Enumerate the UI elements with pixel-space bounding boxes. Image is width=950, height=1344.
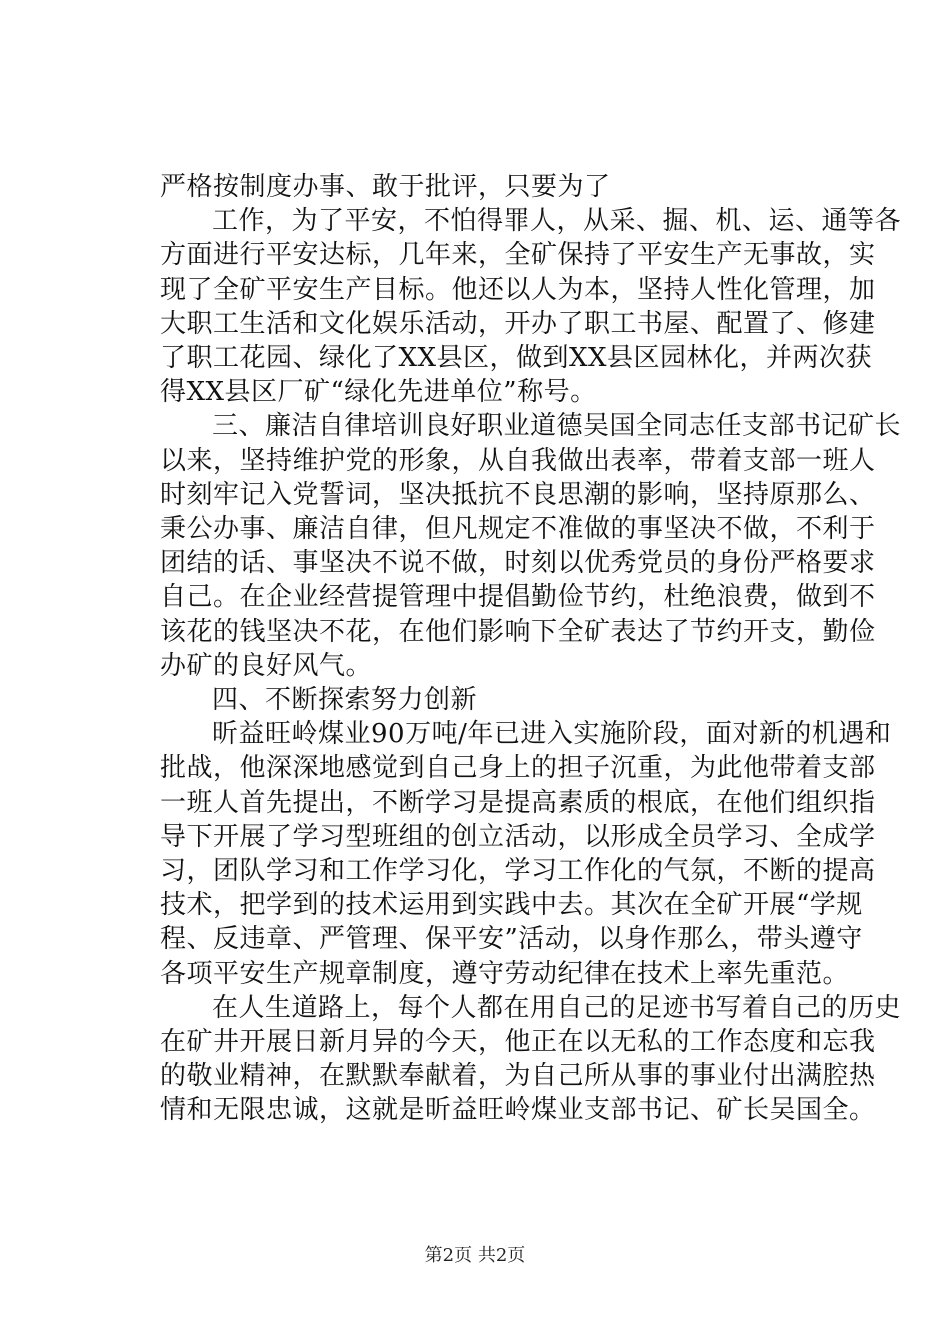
text-line: 情和无限忠诚，这就是昕益旺岭煤业支部书记、矿长吴国全。: [160, 1095, 876, 1126]
text-line: 一班人首先提出，不断学习是提高素质的根底，在他们组织指: [160, 787, 876, 818]
text-line: 技术，把学到的技术运用到实践中去。其次在全矿开展“学规: [160, 890, 863, 921]
text-line: 团结的话、事坚决不说不做，时刻以优秀党员的身份严格要求: [160, 548, 876, 579]
text-line: 大职工生活和文化娱乐活动，开办了职工书屋、配置了、修建: [160, 308, 876, 339]
section-heading-3: 三、廉洁自律培训良好职业道德吴国全同志任支部书记矿长: [212, 411, 902, 442]
text-line: 习，团队学习和工作学习化，学习工作化的气氛，不断的提高: [160, 856, 876, 887]
section-heading-4: 四、不断探索努力创新: [212, 685, 478, 716]
body-text: [160, 170, 902, 1128]
text-line: 的敬业精神，在默默奉献着，为自己所从事的事业付出满腔热: [160, 1061, 876, 1092]
text-line: 秉公办事、廉洁自律，但凡规定不准做的事坚决不做，不利于: [160, 514, 876, 545]
text-line: 办矿的良好风气。: [160, 650, 373, 681]
text-line: 昕益旺岭煤业90万吨/年已进入实施阶段，面对新的机遇和: [212, 719, 892, 750]
text-line: 现了全矿平安生产目标。他还以人为本，坚持人性化管理，加: [160, 274, 876, 305]
text-line: 各项平安生产规章制度，遵守劳动纪律在技术上率先重范。: [160, 958, 850, 989]
text-line: 以来，坚持维护党的形象，从自我做出表率，带着支部一班人: [160, 445, 876, 476]
text-line: 在矿井开展日新月异的今天，他正在以无私的工作态度和忘我: [160, 1027, 876, 1058]
text-line: 工作，为了平安，不怕得罪人，从采、掘、机、运、通等各: [212, 206, 902, 237]
text-line: 该花的钱坚决不花，在他们影响下全矿表达了节约开支，勤俭: [160, 616, 876, 647]
text-line: 程、反违章、严管理、保平安”活动，以身作那么，带头遵守: [160, 924, 863, 955]
text-line: 自己。在企业经营提管理中提倡勤俭节约，杜绝浪费，做到不: [160, 582, 876, 613]
text-line: 得XX县区厂矿“绿化先进单位”称号。: [160, 377, 597, 408]
text-line: 导下开展了学习型班组的创立活动，以形成全员学习、全成学: [160, 821, 876, 852]
text-line: 时刻牢记入党誓词，坚决抵抗不良思潮的影响，坚持原那么、: [160, 479, 876, 510]
text-line: 在人生道路上，每个人都在用自己的足迹书写着自己的历史: [212, 992, 902, 1023]
text-line: 严格按制度办事、敢于批评，只要为了: [160, 172, 611, 202]
text-line: 批战，他深深地感觉到自己身上的担子沉重，为此他带着支部: [160, 753, 876, 784]
text-line: 方面进行平安达标，几年来，全矿保持了平安生产无事故，实: [160, 240, 876, 271]
text-line: 了职工花园、绿化了XX县区，做到XX县区园林化，并两次获: [160, 343, 873, 374]
page-footer: 第2页 共2页: [424, 1245, 526, 1266]
